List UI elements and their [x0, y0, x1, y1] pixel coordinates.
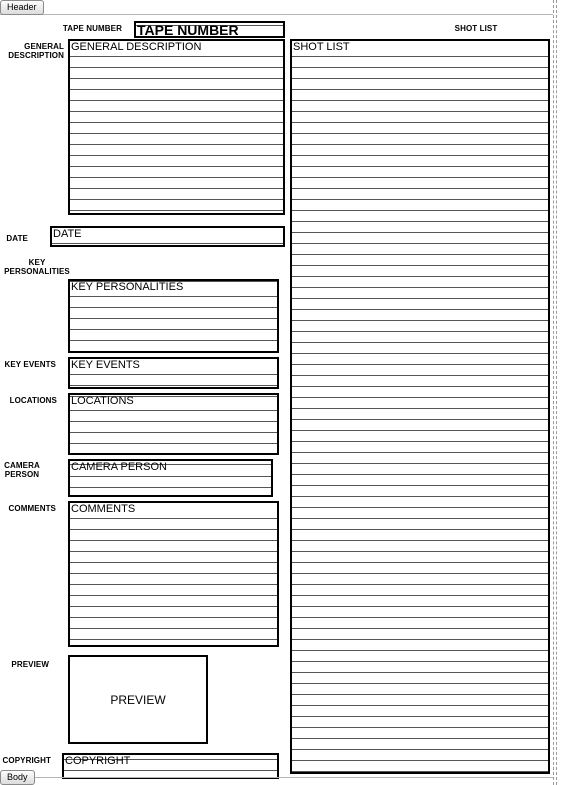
layout-guide-right [553, 0, 554, 785]
date-placeholder: DATE [53, 228, 82, 240]
preview-field[interactable] [68, 655, 208, 744]
key-events-field[interactable] [68, 357, 279, 389]
key-personalities-field[interactable] [68, 279, 279, 353]
key-events-label: KEY EVENTS [4, 360, 56, 369]
copyright-placeholder: COPYRIGHT [65, 755, 131, 767]
key-events-placeholder: KEY EVENTS [71, 359, 140, 371]
camera-person-label: CAMERA PERSON [4, 461, 40, 479]
preview-placeholder: PREVIEW [110, 692, 166, 707]
comments-placeholder: COMMENTS [71, 503, 136, 515]
locations-label: LOCATIONS [9, 396, 57, 405]
copyright-label: COPYRIGHT [2, 756, 51, 765]
camera-person-field[interactable] [68, 459, 273, 497]
body-part-line [0, 777, 553, 778]
header-part-line [0, 14, 553, 15]
header-part-tab[interactable]: Header [0, 0, 44, 15]
comments-label: COMMENTS [8, 504, 56, 513]
general-description-field[interactable] [68, 39, 285, 215]
key-personalities-placeholder: KEY PERSONALITIES [71, 281, 184, 293]
tape-number-field[interactable] [134, 21, 285, 38]
date-label: DATE [6, 234, 28, 243]
copyright-field[interactable] [62, 753, 279, 779]
locations-field[interactable] [68, 393, 279, 455]
comments-field[interactable] [68, 501, 279, 647]
tape-number-label: TAPE NUMBER [62, 24, 122, 33]
shot-list-field[interactable] [290, 39, 550, 774]
key-personalities-label: KEY PERSONALITIES [4, 258, 70, 276]
body-part-tab[interactable]: Body [0, 770, 35, 785]
locations-placeholder: LOCATIONS [71, 395, 134, 407]
preview-label: PREVIEW [11, 660, 49, 669]
shot-list-label: SHOT LIST [454, 24, 498, 33]
shot-list-placeholder: SHOT LIST [293, 41, 350, 53]
tape-number-placeholder: TAPE NUMBER [137, 22, 239, 38]
date-field[interactable] [50, 226, 285, 247]
camera-person-placeholder: CAMERA PERSON [71, 461, 167, 473]
general-description-label: GENERAL DESCRIPTION [8, 42, 64, 60]
general-description-placeholder: GENERAL DESCRIPTION [71, 41, 202, 53]
layout-guide-right-outer [556, 0, 557, 785]
